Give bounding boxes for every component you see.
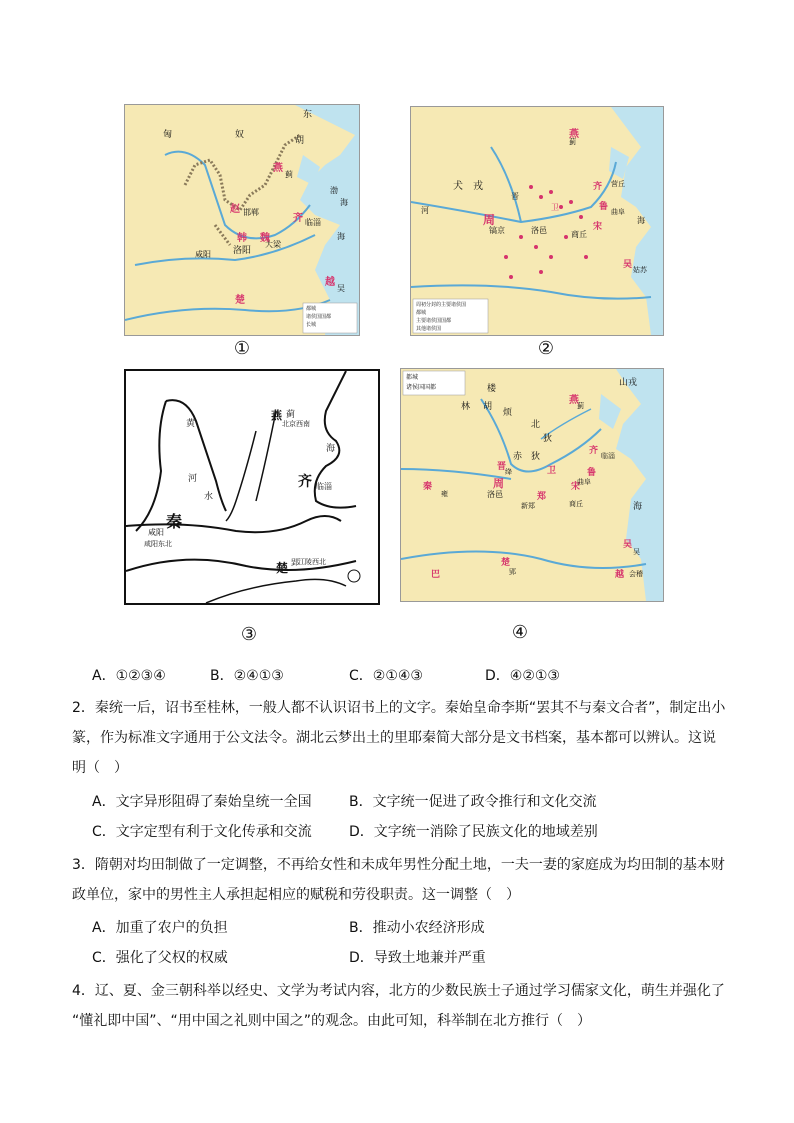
- option-text: 文字统一促进了政令推行和文化交流: [372, 794, 597, 810]
- map-1-label-daliang: 大梁: [265, 240, 281, 249]
- q1-option-c[interactable]: [349, 665, 423, 685]
- option-text: 加重了农户的负担: [115, 920, 228, 936]
- map-3-label-yan: 燕: [271, 409, 282, 422]
- map-2-label-luoyi: 洛邑: [531, 226, 547, 235]
- map-2-label-wei: 卫: [551, 203, 559, 212]
- map-3-label-xianyang: 咸阳: [148, 528, 164, 537]
- map-1-legend-item: 长城: [306, 322, 317, 328]
- option-text: 文字定型有利于文化传承和交流: [115, 824, 312, 840]
- map-2-legend-item: 都城: [416, 310, 427, 316]
- map-3-label-ji: 蓟: [286, 410, 296, 420]
- map-2-label-lu: 鲁: [599, 202, 609, 212]
- map-4-label-bei: 北: [531, 420, 541, 430]
- map-4-label-linzi: 临淄: [601, 452, 615, 460]
- map-4-label-yue: 越: [615, 570, 625, 580]
- map-3-number: ③: [240, 624, 258, 645]
- map-4-label-gusu: 吴: [633, 548, 640, 556]
- q1-option-b[interactable]: [210, 665, 284, 685]
- map-2-label-zhou: 周: [483, 213, 496, 227]
- map-2-number: ②: [537, 338, 555, 359]
- q2-stem-line: 明（ ）: [72, 760, 128, 776]
- map-4-label-jiang: 绛: [505, 468, 512, 476]
- map-3-label-xianyang-sub: 咸阳东北: [144, 540, 172, 548]
- map-1-legend: [306, 305, 331, 329]
- map-4-legend-item: 诸侯国国都: [406, 384, 437, 391]
- map-1-label-east: 东: [303, 110, 313, 120]
- map-4-label-qin: 秦: [423, 482, 433, 492]
- map-2-label-yan: 燕: [569, 129, 579, 140]
- map-4-label-chu: 楚: [501, 558, 511, 568]
- q1-option-d[interactable]: [485, 665, 560, 685]
- q3-option-d[interactable]: [349, 947, 486, 967]
- map-1-label-linzi: 临淄: [305, 218, 321, 227]
- option-text: 文字统一消除了民族文化的地域差别: [373, 824, 598, 840]
- map-4-label-yan: 燕: [569, 395, 579, 406]
- map-2-label-song: 宋: [593, 222, 603, 232]
- map-1-number: ①: [233, 338, 251, 359]
- map-1-legend-item: 诸侯国国都: [306, 314, 332, 320]
- map-4-label-fan: 烦: [503, 408, 513, 418]
- q3-option-c[interactable]: [92, 947, 228, 967]
- map-1-label-sea-1: 渤: [330, 186, 338, 195]
- map-2-label-jin: 晋: [511, 192, 519, 201]
- map-4-label-qi: 齐: [589, 446, 599, 456]
- map-4-label-kuaiji: 会稽: [629, 570, 643, 578]
- map-2-label-wu: 吴: [623, 260, 633, 270]
- q3-stem-line: 3．隋朝对均田制做了一定调整，不再给女性和未成年男性分配土地，一夫一妻的家庭成为均田制的基本财: [72, 857, 725, 873]
- map-1-label-xianyang: 咸阳: [195, 250, 211, 259]
- option-text: 文字异形阻碍了秦始皇统一全国: [115, 794, 312, 810]
- map-1-legend-item: 都城: [306, 306, 317, 312]
- option-letter: C．: [92, 824, 116, 840]
- map-4-label-shangqiu: 商丘: [569, 500, 583, 508]
- q3-option-a[interactable]: [92, 917, 228, 937]
- map-2-label-yingqiu: 营丘: [611, 180, 625, 188]
- q1-option-a[interactable]: [92, 665, 166, 685]
- map-1-label-qin: 韩: [237, 233, 247, 244]
- q2-option-c[interactable]: [92, 821, 312, 841]
- map-2-label-haojing: 镐京: [489, 226, 505, 235]
- map-2-label-sea: 海: [637, 216, 645, 225]
- map-2-label-qi: 齐: [593, 182, 603, 192]
- map-4-number: ④: [511, 622, 529, 643]
- option-letter: A．: [92, 794, 116, 810]
- option-text: ②①④③: [372, 668, 423, 684]
- map-4: [400, 368, 664, 602]
- map-2-legend-item: 周初分封的主要诸侯国: [416, 302, 467, 308]
- option-text: 推动小农经济形成: [372, 920, 485, 936]
- option-letter: B．: [210, 668, 234, 684]
- map-1-label-nu: 奴: [235, 130, 245, 140]
- map-1-label-qi: 齐: [293, 213, 303, 224]
- q3-option-b[interactable]: [349, 917, 485, 937]
- map-4-legend-item: 都城: [406, 374, 419, 381]
- map-4-label-xinzheng: 新郑: [521, 502, 535, 510]
- map-4-label-ji: 蓟: [577, 402, 584, 410]
- q3-stem-line: 政单位，家中的男性主人承担起相应的赋税和劳役职责。这一调整（ ）: [72, 887, 520, 903]
- map-3-label-he: 河: [188, 474, 198, 484]
- map-4-label-lu: 鲁: [587, 468, 597, 478]
- map-2-label-qufu: 曲阜: [611, 208, 625, 216]
- map-1-label-luoyang: 洛阳: [233, 246, 252, 256]
- map-4-label-lou: 楼: [487, 384, 497, 394]
- option-text: 导致土地兼并严重: [373, 950, 486, 966]
- map-1-label-yan: 燕: [273, 163, 283, 174]
- map-4-label-lin: 林: [461, 402, 471, 412]
- map-2-legend-item: 主要诸侯国国都: [416, 318, 452, 324]
- map-1-label-yue: 越: [325, 277, 335, 288]
- map-4-label-zhou: 周: [493, 477, 504, 490]
- map-3-label-linzi: 临淄: [316, 482, 332, 491]
- q2-option-a[interactable]: [92, 791, 312, 811]
- q2-option-b[interactable]: [349, 791, 597, 811]
- option-letter: A．: [92, 920, 116, 936]
- map-4-label-qufu: 曲阜: [577, 478, 591, 486]
- map-2-label-shangqiu: 商丘: [571, 230, 587, 239]
- map-1-label-wei: 魏: [260, 233, 270, 244]
- map-1-label-wu: 吴: [337, 284, 345, 293]
- option-text: ④②①③: [509, 668, 560, 684]
- map-4-label-hu: 胡: [483, 402, 493, 412]
- map-1-label-chu: 楚: [235, 295, 245, 306]
- map-4-label-chidi: 赤 狄: [513, 452, 541, 462]
- map-2-legend-item: 其他诸侯国: [416, 326, 442, 332]
- map-4-label-jin: 晋: [497, 462, 507, 472]
- option-letter: D．: [349, 950, 374, 966]
- map-3-label-huang: 黄: [186, 419, 196, 429]
- map-4-label-di: 狄: [543, 434, 553, 444]
- map-3-label-ying-sub: 江陵西北: [298, 558, 326, 566]
- q4-stem-line: “懂礼即中国”、“用中国之礼则中国之”的观念。由此可知，科举制在北方推行（ ）: [72, 1013, 592, 1029]
- q2-option-d[interactable]: [349, 821, 598, 841]
- q2-stem-line: 篆，作为标准文字通用于公文法令。湖北云梦出土的里耶秦简大部分是文书档案，基本都可以辨认。这说: [72, 730, 716, 746]
- map-3-label-ying: 郢: [291, 558, 299, 567]
- map-2-legend: [416, 301, 466, 333]
- option-letter: B．: [349, 920, 373, 936]
- option-letter: C．: [349, 668, 373, 684]
- map-4-legend: [406, 373, 436, 393]
- option-letter: D．: [349, 824, 374, 840]
- map-4-label-yong: 雍: [441, 490, 448, 498]
- map-4-label-luoyi: 洛邑: [487, 490, 503, 499]
- map-2-label-river: 河: [421, 206, 429, 215]
- option-letter: C．: [92, 950, 116, 966]
- map-2: [410, 106, 664, 336]
- map-4-label-zheng: 郑: [537, 492, 547, 502]
- map-4-label-wu: 吴: [623, 540, 633, 550]
- map-4-label-ying: 郢: [509, 568, 516, 576]
- option-letter: B．: [349, 794, 373, 810]
- map-3-label-hai: 海: [326, 444, 336, 454]
- map-4-label-shanrong: 山戎: [619, 378, 638, 388]
- map-1-label-handan: 邯郸: [243, 208, 259, 217]
- map-3-label-chu: 楚: [276, 561, 289, 575]
- map-4-label-hai: 海: [633, 502, 643, 512]
- option-text: ①②③④: [115, 668, 166, 684]
- map-3: [124, 369, 380, 605]
- map-2-label-ji: 蓟: [569, 138, 576, 146]
- map-3-label-beijing: 北京西南: [282, 420, 310, 428]
- option-letter: D．: [485, 668, 510, 684]
- map-1: [124, 104, 360, 336]
- map-4-label-song: 宋: [571, 482, 581, 492]
- q2-stem-line: 2．秦统一后，诏书至桂林，一般人都不认识诏书上的文字。秦始皇命李斯“罢其不与秦文合者”，制定出小: [72, 700, 726, 716]
- q4-stem-line: 4．辽、夏、金三朝科举以经史、文学为考试内容，北方的少数民族士子通过学习儒家文化，萌生并强化了: [72, 983, 725, 999]
- map-2-label-rong: 犬 戎: [453, 181, 483, 192]
- map-1-label-hu: 胡: [295, 136, 305, 146]
- option-text: 强化了父权的权威: [115, 950, 228, 966]
- map-1-label-zhao: 赵: [230, 204, 240, 215]
- map-3-label-qi: 齐: [298, 474, 312, 490]
- option-text: ②④①③: [233, 668, 284, 684]
- map-1-label-xiong: 匈: [163, 130, 173, 140]
- map-2-label-gusu: 姑苏: [633, 266, 647, 274]
- map-4-label-ba: 巴: [431, 570, 441, 580]
- map-1-label-sea-3: 海: [337, 232, 345, 241]
- map-3-label-shui: 水: [204, 492, 214, 502]
- option-letter: A．: [92, 668, 116, 684]
- map-3-label-qin: 秦: [166, 512, 183, 531]
- map-1-label-sea-2: 海: [340, 198, 348, 207]
- map-4-label-wei: 卫: [547, 466, 557, 476]
- map-3-drawing: [126, 371, 378, 603]
- map-1-label-ji: 蓟: [285, 170, 293, 179]
